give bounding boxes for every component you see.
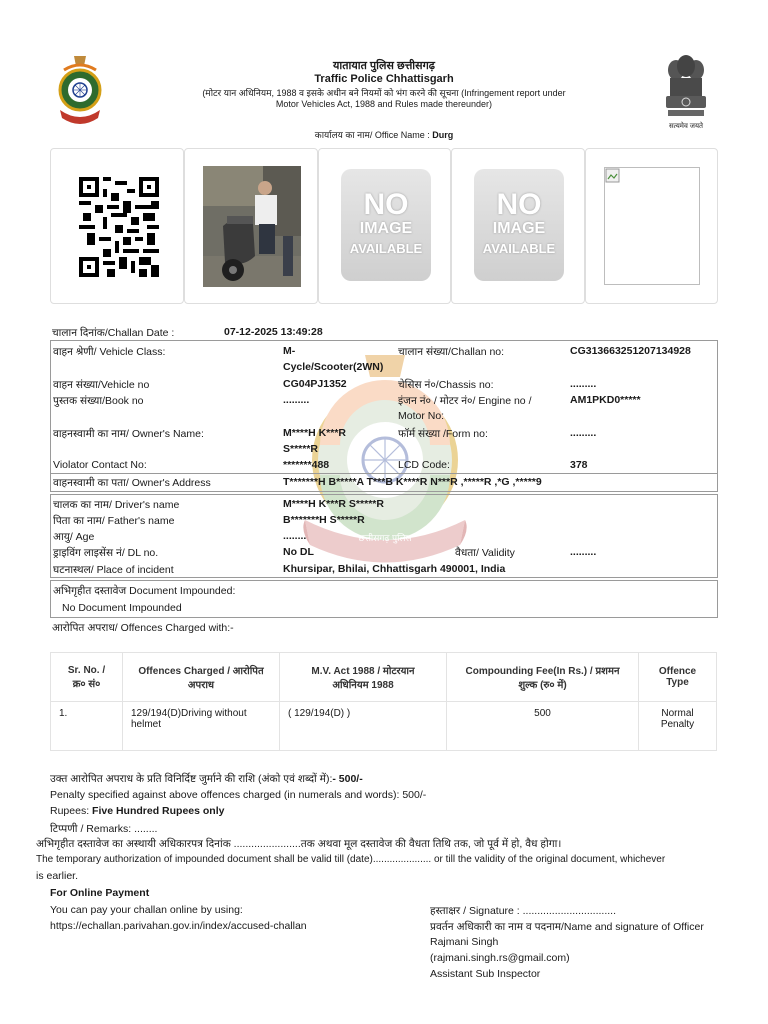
rupees-label: Rupees:: [50, 805, 93, 817]
office-name: [0, 128, 768, 141]
office-label: कार्यालय का नाम/ Office Name :: [314, 130, 433, 140]
rupees-line: [50, 805, 224, 817]
owner-address-value: T*******H B*****A T***B K****R N***R ,*****R ,*G ,*****9: [283, 476, 542, 488]
lcd-code-label: LCD Code:: [398, 459, 450, 471]
col-offence: Offences Charged / आरोपित अपराध: [123, 653, 280, 702]
no-image-placeholder-1: [341, 169, 431, 281]
photo-panel: [184, 148, 318, 304]
online-payment-heading: For Online Payment: [50, 887, 150, 899]
online-payment-link[interactable]: https://echallan.parivahan.gov.in/index/accused-challan: [50, 920, 307, 932]
challan-no-value: CG31366325120713492​8: [570, 345, 691, 357]
owner-name-label: वाहनस्वामी का नाम/ Owner's Name:: [53, 428, 204, 440]
engine-value: AM1PKD0*****: [570, 394, 641, 406]
vehicle-class-value-2: Cycle/Scooter(2WN): [283, 361, 384, 373]
dl-no-label: ड्राइविंग लाइसेंस नं/ DL no.: [53, 547, 159, 559]
owner-name-value-1: M****H K***R: [283, 427, 347, 439]
no-image-placeholder-2: [474, 169, 564, 281]
col-fee: Compounding Fee(In Rs.) / प्रशमन शुल्क (रु० में): [447, 653, 639, 702]
age-label: आयु/ Age: [53, 531, 95, 543]
dl-no-value: No DL: [283, 546, 314, 558]
col-sr-no: Sr. No. / क्र० सं०: [51, 653, 123, 702]
rupees-value: Five Hundred Rupees only: [92, 805, 225, 817]
table-row: [51, 702, 717, 751]
place-label: घटनास्थल/ Place of incident: [53, 564, 174, 576]
no-image-text-5: IMAGE: [492, 220, 546, 237]
officer-name: Rajmani Singh: [430, 936, 499, 948]
cell-offence: 129/194(D)Driving without helmet: [123, 702, 280, 751]
officer-designation: Assistant Sub Inspector: [430, 968, 541, 980]
penalty-hindi: [50, 772, 363, 786]
owner-name-value-2: S*****R: [283, 443, 319, 455]
no-image-text-6: AVAILABLE: [482, 241, 556, 256]
form-no-label: फॉर्म संख्या /Form no:: [398, 428, 488, 440]
no-image-text-3: AVAILABLE: [349, 241, 423, 256]
broken-image-panel: [585, 148, 718, 304]
validity-label: वैधता/ Validity: [455, 547, 515, 559]
penalty-hindi-text: उक्त आरोपित अपराध के प्रति विनिर्दिष्ट जुर्माने की राशि (अंको एवं शब्दों में):: [50, 773, 333, 785]
header-title-english: Traffic Police Chhattisgarh: [314, 73, 454, 85]
book-no-value: .........: [283, 394, 310, 406]
officer-email: (rajmani.singh.rs@gmail.com): [430, 952, 570, 964]
driver-name-value: M****H K***R S*****R: [283, 498, 384, 510]
header-title-hindi: यातायात पुलिस छत्तीसगढ़: [333, 60, 435, 72]
document-impounded-value: No Document Impounded: [62, 602, 182, 614]
col-mv-act: M.V. Act 1988 / मोटरयान अधिनियम 1988: [280, 653, 447, 702]
lcd-code-value: 378: [570, 459, 588, 471]
emblem-caption: सत्यमेव जयते: [668, 123, 704, 130]
online-payment-text: You can pay your challan online by using:: [50, 904, 243, 916]
temp-auth-hindi: अभिगृहीत दस्तावेज का अस्थायी अधिकारपत्र दिनांक .......................तक अथवा मूल दस्तावेज की वैधता तिथि तक, जो पूर्व में हो, वैध होगा।: [36, 838, 562, 850]
no-image-panel-1: [318, 148, 451, 304]
form-no-value: .........: [570, 427, 597, 439]
penalty-hindi-value: - 500/-: [332, 773, 363, 785]
temp-auth-english-1: The temporary authorization of impounded document shall be valid till (date)..................... or till the validity of the original document, whichever: [36, 854, 666, 865]
vehicle-no-value: CG04PJ1352: [283, 378, 347, 390]
contact-value: *******488: [283, 459, 330, 471]
vehicle-no-label: वाहन संख्या/Vehicle no: [53, 379, 150, 391]
vehicle-details-box: [50, 340, 718, 492]
owner-address-label: वाहनस्वामी का पता/ Owner's Address: [53, 477, 211, 489]
table-header-row: [51, 653, 717, 702]
place-value: Khursipar, Bhilai, Chhattisgarh 490001, India: [283, 563, 506, 575]
book-no-label: पुस्तक संख्या/Book no: [53, 395, 144, 407]
header-subtitle-2: Motor Vehicles Act, 1988 and Rules made thereunder): [275, 99, 493, 109]
engine-label-1: इंजन नं० / मोटर नं०/ Engine no /: [398, 395, 532, 407]
header-subtitle-1: (मोटर यान अधिनियम, 1988 व इसके अधीन बने नियमों को भंग करने की सूचना (Infringement report under: [202, 88, 566, 98]
challan-date-value: 07-12-2025 13:49:28: [224, 326, 323, 338]
temp-auth-english-2: is earlier.: [36, 870, 79, 882]
penalty-english: Penalty specified against above offences charged (in numerals and words): 500/-: [50, 789, 427, 801]
broken-image-icon: [605, 168, 621, 184]
violation-photo: [203, 166, 301, 287]
chassis-value: .........: [570, 378, 597, 390]
no-image-text-4: NO: [496, 188, 542, 221]
driver-name-label: चालक का नाम/ Driver's name: [53, 499, 180, 511]
cell-fee: 500: [447, 702, 639, 751]
challan-no-label: चालान संख्या/Challan no:: [398, 346, 505, 358]
officer-name-label: प्रवर्तन अधिकारी का नाम व पदनाम/Name and signature of Officer: [430, 921, 704, 933]
qr-panel: [50, 148, 184, 304]
contact-label: Violator Contact No:: [53, 459, 147, 471]
offences-charged-label: आरोपित अपराध/ Offences Charged with:-: [52, 622, 234, 634]
challan-date-label: चालान दिनांक/Challan Date :: [52, 327, 175, 339]
signature-line: हस्ताक्षर / Signature : ................................: [430, 905, 616, 917]
offences-table: [50, 652, 717, 751]
vehicle-class-label: वाहन श्रेणी/ Vehicle Class:: [53, 346, 166, 358]
father-name-label: पिता का नाम/ Father's name: [53, 515, 175, 527]
father-name-value: B*******H S*****R: [283, 514, 365, 526]
cell-sr: 1.: [51, 702, 123, 751]
no-image-panel-2: [451, 148, 585, 304]
qr-code-icon: [79, 177, 159, 277]
broken-image: [604, 167, 700, 285]
validity-value: .........: [570, 546, 597, 558]
no-image-text-1: NO: [363, 188, 409, 221]
vehicle-class-value-1: M-: [283, 345, 296, 357]
document-impounded-label: अभिगृहीत दस्तावेज Document Impounded:: [53, 585, 236, 597]
age-value: ........: [283, 530, 307, 542]
remarks: टिप्पणी / Remarks: ........: [50, 823, 158, 835]
address-divider: [50, 473, 718, 474]
chassis-label: चेसिस नं०/Chassis no:: [398, 379, 494, 391]
no-image-text-2: IMAGE: [359, 220, 413, 237]
col-type: Offence Type: [639, 653, 717, 702]
cell-type: Normal Penalty: [639, 702, 717, 751]
cell-act: ( 129/194(D) ): [280, 702, 447, 751]
office-value: Durg: [432, 130, 454, 140]
engine-label-2: Motor No:: [398, 410, 445, 422]
watermark-ribbon-text: छत्तीसगढ़ पुलिस: [358, 533, 412, 543]
